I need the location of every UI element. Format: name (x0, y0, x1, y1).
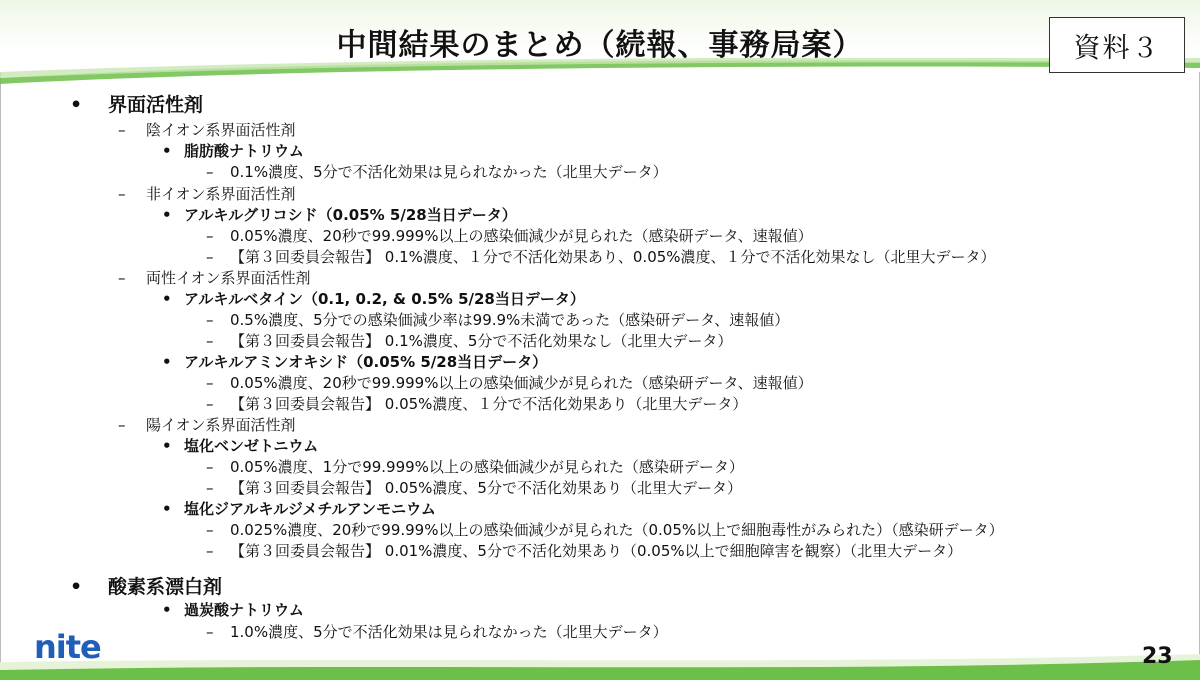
substance-item (162, 498, 436, 519)
substance-item (162, 204, 517, 225)
bullet-icon: • (162, 206, 172, 224)
dash-icon: – (206, 521, 214, 539)
group-label: 陽イオン系界面活性剤 (146, 416, 296, 434)
dash-icon: – (206, 542, 214, 560)
dash-icon: – (206, 311, 214, 329)
result-text: 0.05%濃度、20秒で99.999%以上の感染価減少が見られた（感染研データ、速報値） (230, 227, 813, 245)
result-text: 0.1%濃度、5分で不活化効果は見られなかった（北里大データ） (230, 163, 668, 181)
substance-name: 塩化ベンゼトニウム (184, 437, 319, 455)
bullet-icon: • (162, 290, 172, 308)
result-item (206, 621, 668, 642)
dash-icon: – (206, 479, 214, 497)
result-item (206, 309, 789, 330)
result-text: 1.0%濃度、5分で不活化効果は見られなかった（北里大データ） (230, 623, 668, 641)
result-text: 【第３回委員会報告】 0.05%濃度、１分で不活化効果あり（北里大データ） (230, 395, 748, 413)
substance-item (162, 288, 585, 309)
section-heading (70, 572, 222, 599)
bullet-icon: • (70, 576, 83, 598)
bullet-icon: • (162, 142, 172, 160)
dash-icon: – (118, 185, 126, 203)
dash-icon: – (206, 395, 214, 413)
dash-icon: – (206, 374, 214, 392)
group-label: 陰イオン系界面活性剤 (146, 121, 296, 139)
result-item (206, 477, 742, 498)
dash-icon: – (206, 227, 214, 245)
result-item (206, 393, 747, 414)
result-item (206, 225, 813, 246)
result-text: 0.025%濃度、20秒で99.99%以上の感染価減少が見られた（0.05%以上で細胞毒性がみられた）（感染研データ） (230, 521, 1004, 539)
result-item (206, 246, 996, 267)
bullet-icon: • (162, 353, 172, 371)
dash-icon: – (118, 269, 126, 287)
result-item (206, 161, 668, 182)
document-label: 資料３ (1049, 17, 1185, 73)
bullet-icon: • (70, 94, 83, 116)
result-item (206, 519, 1004, 540)
group-item (118, 119, 296, 140)
page-number: 23 (1142, 644, 1173, 669)
result-item (206, 540, 962, 561)
substance-name: アルキルベタイン（0.1, 0.2, & 0.5% 5/28当日データ） (184, 290, 585, 308)
substance-item (162, 140, 304, 161)
substance-item (162, 599, 304, 620)
result-text: 【第３回委員会報告】 0.01%濃度、5分で不活化効果あり（0.05%以上で細胞障害を観察）（北里大データ） (230, 542, 963, 560)
result-item (206, 456, 744, 477)
result-text: 【第３回委員会報告】 0.05%濃度、5分で不活化効果あり（北里大データ） (230, 479, 742, 497)
result-text: 0.5%濃度、5分での感染価減少率は99.9%未満であった（感染研データ、速報値） (230, 311, 790, 329)
nite-logo: nite (34, 628, 101, 666)
dash-icon: – (118, 121, 126, 139)
dash-icon: – (206, 332, 214, 350)
group-item (118, 414, 296, 435)
group-label: 非イオン系界面活性剤 (146, 185, 296, 203)
result-item (206, 330, 732, 351)
substance-name: 脂肪酸ナトリウム (184, 142, 304, 160)
bullet-icon: • (162, 601, 172, 619)
dash-icon: – (206, 248, 214, 266)
substance-name: 塩化ジアルキルジメチルアンモニウム (184, 500, 436, 518)
section-title: 界面活性剤 (108, 94, 204, 116)
group-item (118, 267, 311, 288)
group-label: 両性イオン系界面活性剤 (146, 269, 311, 287)
substance-name: アルキルアミンオキシド（0.05% 5/28当日データ） (184, 353, 548, 371)
result-text: 0.05%濃度、20秒で99.999%以上の感染価減少が見られた（感染研データ、速報値） (230, 374, 813, 392)
dash-icon: – (206, 458, 214, 476)
bullet-icon: • (162, 437, 172, 455)
substance-name: アルキルグリコシド（0.05% 5/28当日データ） (184, 206, 517, 224)
section-heading (70, 90, 203, 117)
dash-icon: – (206, 623, 214, 641)
dash-icon: – (118, 416, 126, 434)
bullet-icon: • (162, 500, 172, 518)
result-text: 【第３回委員会報告】 0.1%濃度、5分で不活化効果なし（北里大データ） (230, 332, 733, 350)
group-item (118, 183, 296, 204)
result-text: 0.05%濃度、1分で99.999%以上の感染価減少が見られた（感染研データ） (230, 458, 744, 476)
result-item (206, 372, 813, 393)
section-title: 酸素系漂白剤 (108, 576, 223, 598)
substance-item (162, 351, 547, 372)
dash-icon: – (206, 163, 214, 181)
result-text: 【第３回委員会報告】 0.1%濃度、１分で不活化効果あり、0.05%濃度、１分で不活化効果なし（北里大データ） (230, 248, 996, 266)
substance-name: 過炭酸ナトリウム (184, 601, 304, 619)
footer-swoosh (0, 648, 1200, 680)
page-title: 中間結果のまとめ（続報、事務局案） (336, 28, 864, 63)
substance-item (162, 435, 318, 456)
